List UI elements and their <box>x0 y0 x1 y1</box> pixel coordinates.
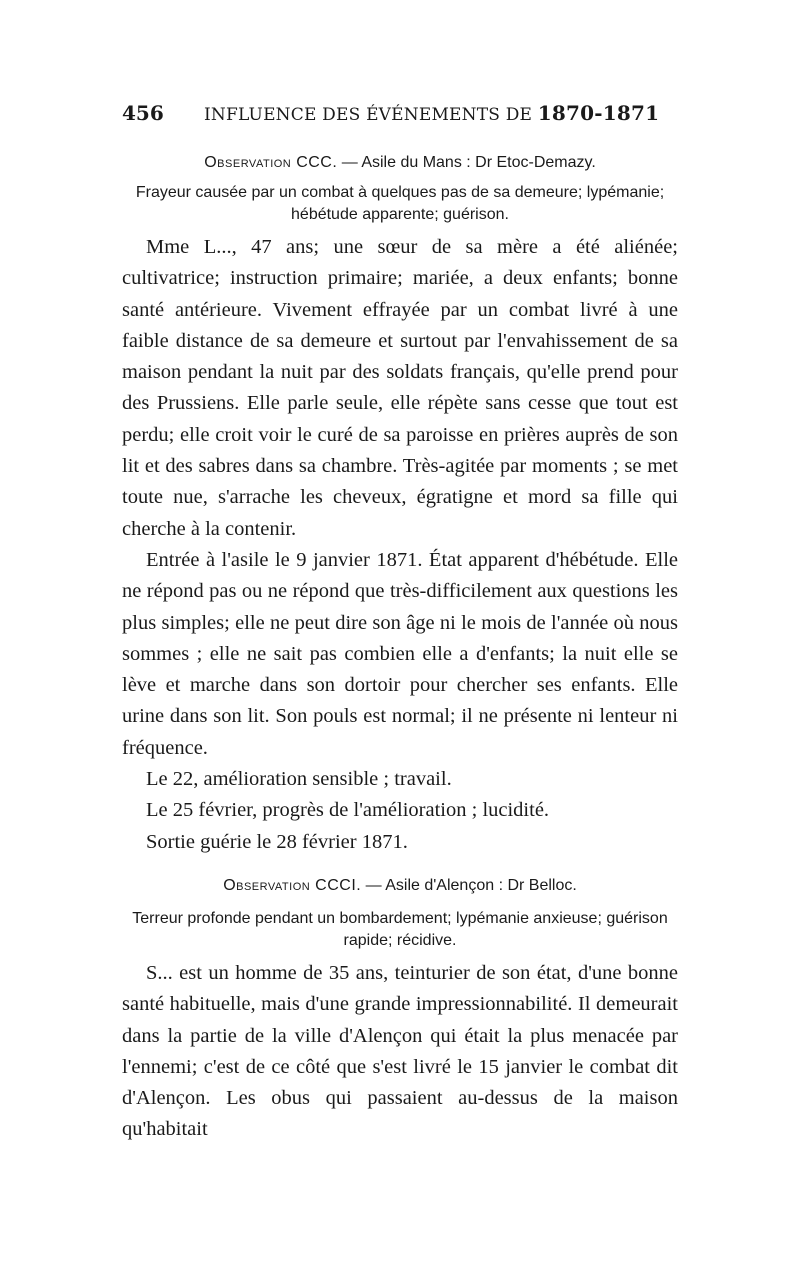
observation-300-location: — Asile du Mans : Dr Etoc-Demazy. <box>337 154 596 171</box>
observation-300-label: Observation CCC. <box>204 154 338 171</box>
observation-301-label: Observation CCCI. <box>223 877 362 894</box>
running-title <box>204 98 659 130</box>
observation-301-location: — Asile d'Alençon : Dr Belloc. <box>361 877 577 894</box>
observation-301-heading <box>122 874 678 898</box>
observation-300-summary: Frayeur causée par un combat à quelques pas de sa demeure; lypémanie; hébétude apparente; guérison. <box>135 184 665 223</box>
observation-300-paragraph-4: Le 25 février, progrès de l'amélioration ; lucidité. <box>146 799 550 822</box>
running-title-text: INFLUENCE DES ÉVÉNEMENTS DE <box>204 105 538 125</box>
running-title-years: 1870-1871 <box>537 101 660 125</box>
observation-301-body <box>122 958 678 1146</box>
observation-300-body <box>122 232 678 858</box>
observation-301-paragraph-1: S... est un homme de 35 ans, teinturier de son état, d'une bonne santé habituelle, mais d'une grande impressionnabilité. Il demeurait dans la partie de la ville d'Alençon qui était la plus menacée par l'ennemi; c'est de ce côté que s'est livré le 15 janvier le combat dit d'Alençon. Les obus qui passaient au-dessus de la maison qu'habitait <box>122 962 678 1141</box>
observation-300-paragraph-1: Mme L..., 47 ans; une sœur de sa mère a été aliénée; cultivatrice; instruction primaire; mariée, a deux enfants; bonne santé antérieure. Vivement effrayée par un combat livré à une faible distance de sa demeure et surtout par l'envahissement de sa maison pendant la nuit par des soldats français, qu'elle prend pour des Prussiens. Elle parle seule, elle répète sans cesse que tout est perdu; elle croit voir le curé de sa paroisse en prières auprès de son lit et des sabres dans sa chambre. Très-agitée par moments ; se met toute nue, s'arrache les cheveux, égratigne et mord sa fille qui cherche à la contenir. <box>122 236 678 540</box>
running-head <box>122 98 682 128</box>
observation-300-paragraph-3: Le 22, amélioration sensible ; travail. <box>146 768 452 791</box>
observation-300-heading <box>122 151 678 175</box>
observation-300-paragraph-2: Entrée à l'asile le 9 janvier 1871. État apparent d'hébétude. Elle ne répond pas ou ne répond que très-difficilement aux questions les plus simples; elle ne peut dire son âge ni le mois de l'année où nous sommes ; elle ne sait pas combien elle a d'enfants; la nuit elle se lève et marche dans son dortoir pour chercher ses enfants. Elle urine dans son lit. Son pouls est normal; il ne présente ni lenteur ni fréquence. <box>122 548 678 759</box>
observation-300-paragraph-5: Sortie guérie le 28 février 1871. <box>146 830 408 853</box>
observation-301-summary: Terreur profonde pendant un bombardement; lypémanie anxieuse; guérison rapide; récidive. <box>132 910 668 949</box>
page-number: 456 <box>122 101 164 125</box>
